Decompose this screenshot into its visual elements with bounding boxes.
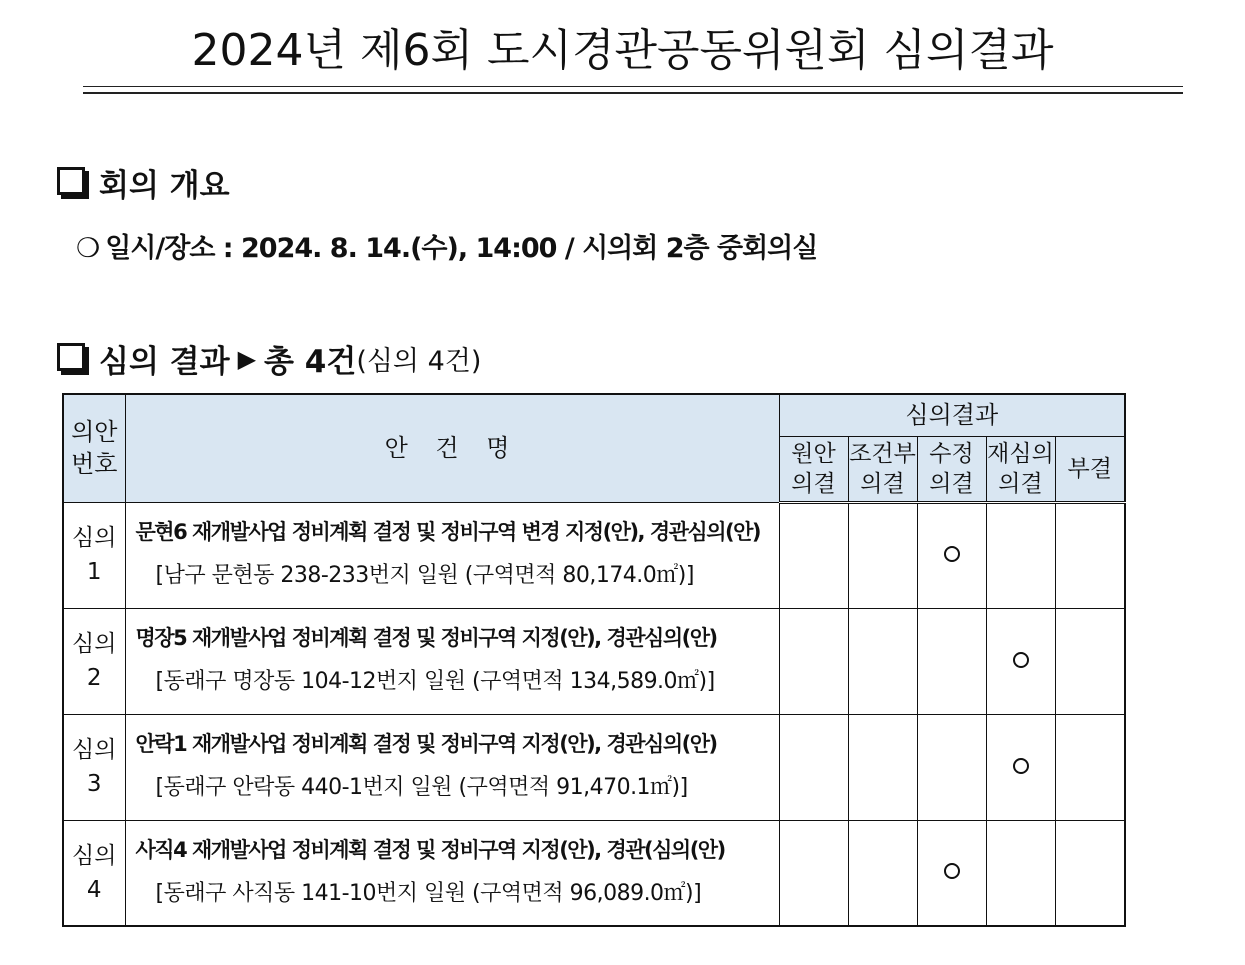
- overview-heading-label: 회의 개요: [99, 168, 230, 204]
- results-heading: [57, 336, 481, 381]
- header-result-col-line1: 부결: [1067, 455, 1112, 482]
- agenda-location: [동래구 안락동 440-1번지 일원 (구역면적 91,470.1㎡)]: [155, 775, 688, 800]
- agenda-number-num-line2: 2: [86, 665, 102, 691]
- overview-datetime-place: [76, 226, 817, 265]
- table-row: [63, 608, 1125, 714]
- agenda-number-num-line1: 심의: [72, 525, 117, 551]
- agenda-title: 명장5 재개발사업 정비계획 결정 및 정비구역 지정(안), 경관심의(안): [135, 626, 717, 650]
- header-result-col-line1: 재심의: [987, 440, 1054, 467]
- agenda-location: [남구 문현동 238-233번지 일원 (구역면적 80,174.0㎡)]: [155, 563, 694, 588]
- agenda-name: [125, 714, 779, 820]
- document-title: 2024년 제6회 도시경관공동위원회 심의결과: [191, 25, 1054, 76]
- result-cell: [917, 714, 986, 820]
- agenda-number: [63, 502, 125, 608]
- result-cell: [1055, 714, 1125, 820]
- header-result-col-line1: 수정: [929, 440, 974, 467]
- circle-mark-icon: [1013, 758, 1029, 774]
- result-cell: [917, 502, 986, 608]
- result-cell: [779, 502, 848, 608]
- header-result-col-line2: 의결: [791, 470, 836, 497]
- agenda-title: 문현6 재개발사업 정비계획 결정 및 정비구역 변경 지정(안), 경관심의(안): [135, 520, 760, 544]
- results-heading-label: 심의 결과: [99, 344, 230, 380]
- result-cell: [986, 502, 1055, 608]
- header-result-col-4: [1055, 436, 1125, 502]
- header-result-col-line2: 의결: [929, 470, 974, 497]
- result-cell: [917, 608, 986, 714]
- checkbox-square-icon: [57, 343, 85, 371]
- results-table: [62, 393, 1126, 927]
- agenda-number-num-line2: 4: [86, 876, 102, 903]
- header-result-col-line2: 의결: [998, 470, 1043, 497]
- agenda-number: [63, 820, 125, 926]
- agenda-title: 안락1 재개발사업 정비계획 결정 및 정비구역 지정(안), 경관심의(안): [135, 732, 717, 756]
- header-num-line1: 의안: [71, 418, 118, 447]
- header-result-col-line2: 의결: [860, 470, 905, 497]
- result-cell: [986, 820, 1055, 926]
- result-cell: [986, 714, 1055, 820]
- agenda-number-num-line1: 심의: [72, 842, 117, 869]
- overview-heading: [57, 160, 230, 205]
- header-result-col-2: [917, 436, 986, 502]
- result-cell: [917, 820, 986, 926]
- agenda-number-num-line2: 1: [86, 559, 102, 585]
- result-cell: [848, 714, 917, 820]
- header-review-result: 심의결과: [779, 394, 1125, 436]
- circle-mark-icon: [1013, 652, 1029, 668]
- title-divider: [83, 86, 1183, 94]
- circle-mark-icon: [944, 546, 960, 562]
- result-cell: [848, 502, 917, 608]
- table-row: [63, 820, 1125, 926]
- header-num-line2: 번호: [71, 450, 118, 479]
- checkbox-square-icon: [57, 167, 85, 195]
- header-agenda-number: [63, 394, 125, 502]
- agenda-name: [125, 502, 779, 608]
- agenda-name: [125, 608, 779, 714]
- result-cell: [1055, 502, 1125, 608]
- result-cell: [779, 608, 848, 714]
- header-result-col-3: [986, 436, 1055, 502]
- circle-bullet-icon: ❍: [76, 233, 100, 264]
- agenda-location: [동래구 명장동 104-12번지 일원 (구역면적 134,589.0㎡)]: [155, 669, 715, 694]
- result-cell: [779, 820, 848, 926]
- header-result-col-1: [848, 436, 917, 502]
- agenda-number-num-line1: 심의: [72, 737, 117, 763]
- result-cell: [1055, 608, 1125, 714]
- header-result-col-0: [779, 436, 848, 502]
- agenda-number-num-line1: 심의: [72, 631, 117, 657]
- agenda-number: [63, 608, 125, 714]
- triangle-right-icon: ▶: [237, 344, 257, 373]
- agenda-number-num-line2: 3: [86, 771, 102, 797]
- circle-mark-icon: [944, 863, 960, 879]
- result-cell: [1055, 820, 1125, 926]
- table-row: [63, 502, 1125, 608]
- table-row: [63, 714, 1125, 820]
- header-result-col-line1: 원안: [791, 440, 836, 467]
- datetime-place-text: 일시/장소 : 2024. 8. 14.(수), 14:00 / 시의회 2층 중회의실: [105, 233, 818, 264]
- header-agenda-name: 안 건 명: [125, 394, 779, 502]
- result-cell: [986, 608, 1055, 714]
- result-cell: [779, 714, 848, 820]
- result-cell: [848, 608, 917, 714]
- result-cell: [848, 820, 917, 926]
- agenda-name: [125, 820, 779, 926]
- agenda-number: [63, 714, 125, 820]
- results-total: 총 4건: [264, 344, 357, 380]
- agenda-location: [동래구 사직동 141-10번지 일원 (구역면적 96,089.0㎡)]: [155, 880, 702, 906]
- agenda-title: 사직4 재개발사업 정비계획 결정 및 정비구역 지정(안), 경관(심의(안): [135, 837, 725, 862]
- results-detail: (심의 4건): [356, 346, 482, 377]
- header-result-col-line1: 조건부: [849, 440, 916, 467]
